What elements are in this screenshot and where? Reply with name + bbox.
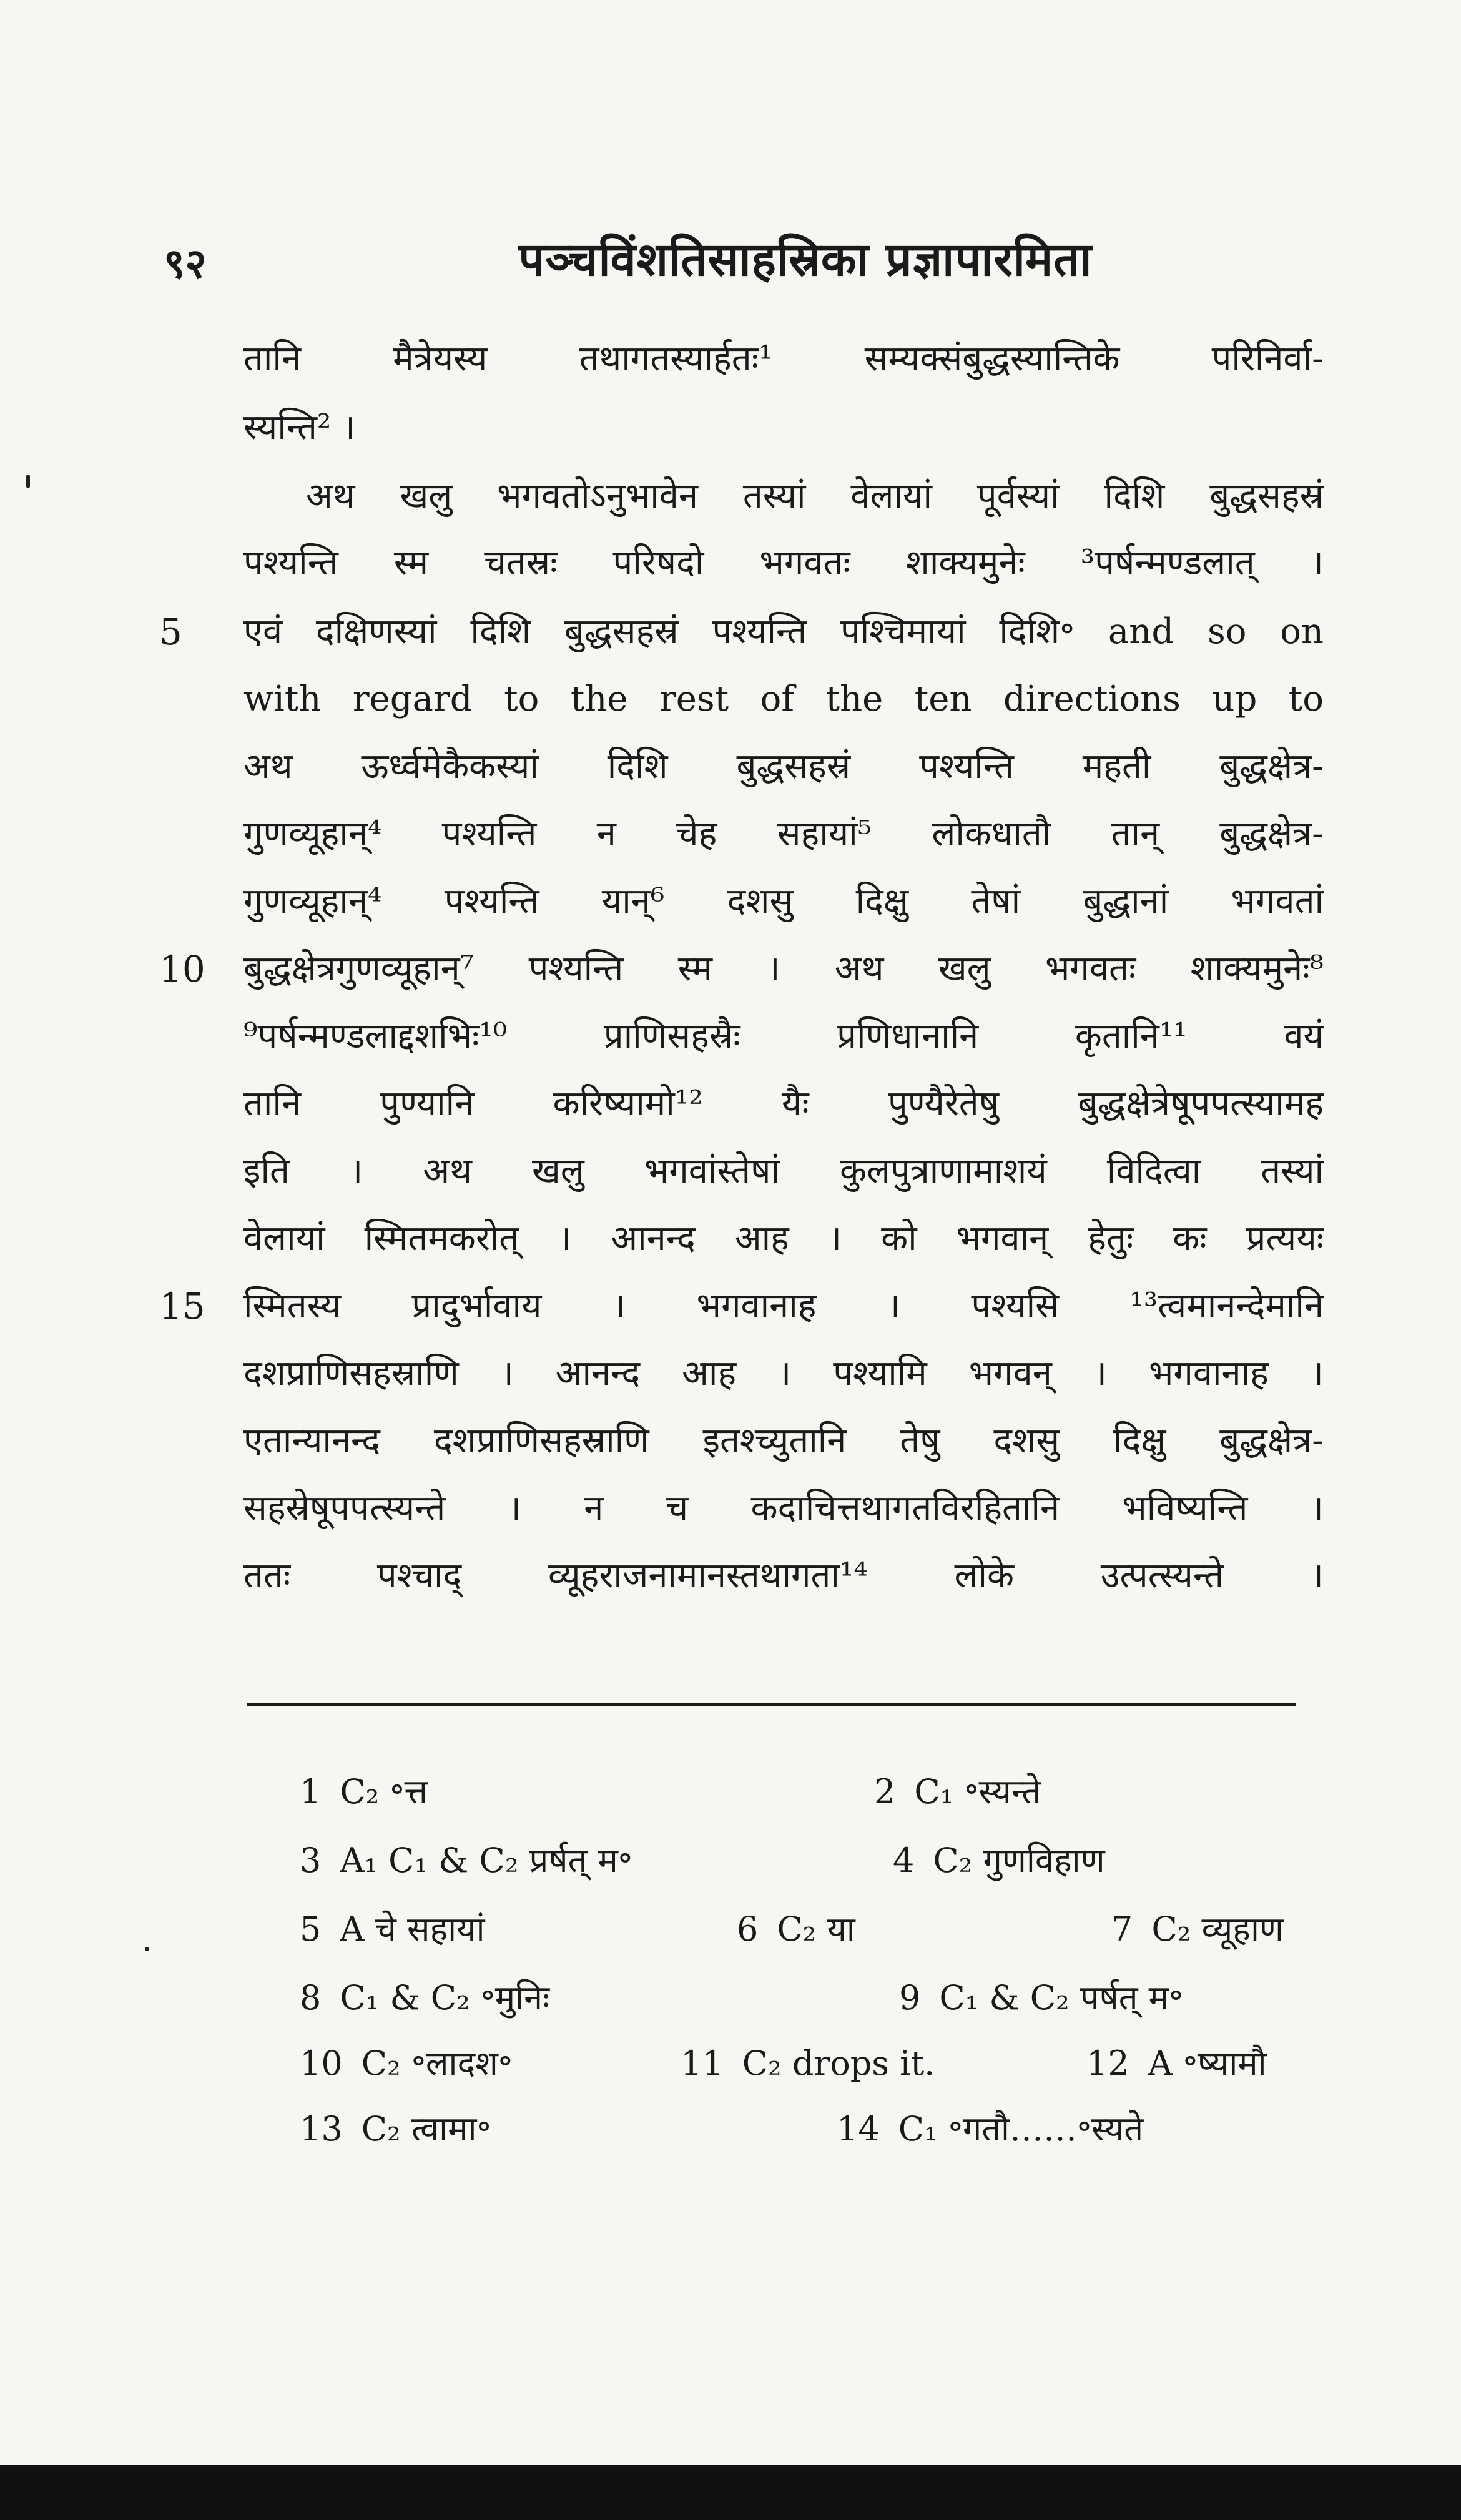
footnote-number: 4 — [893, 1841, 915, 1880]
footnote-number: 13 — [300, 2109, 343, 2148]
text-line: एवं दक्षिणस्यां दिशि बुद्धसहस्रं पश्यन्ति पश्चिमायां दिशि॰ and so on — [244, 611, 1324, 652]
text-line: पश्यन्ति स्म चतस्रः परिषदो भगवतः शाक्यमुनेः ³पर्षन्मण्डलात् । — [244, 543, 1324, 583]
text-line: ⁹पर्षन्मण्डलाद्दशभिः¹⁰ प्राणिसहस्रैः प्रणिधानानि कृतानि¹¹ वयं — [244, 1016, 1324, 1056]
scan-bottom-edge — [0, 2465, 1461, 2520]
line-number-5: 5 — [159, 611, 182, 653]
text-line: दशप्राणिसहस्राणि । आनन्द आह । पश्यामि भगवन् । भगवानाह । — [244, 1353, 1324, 1394]
scan-speck — [26, 475, 30, 488]
footnote-text: C₁ & C₂ पर्षत् म॰ — [939, 1978, 1183, 2017]
footnote-5 — [300, 1907, 485, 1951]
text-line: इति । अथ खलु भगवांस्तेषां कुलपुत्राणामाशयं विदित्वा तस्यां — [244, 1151, 1324, 1191]
footnote-8 — [300, 1976, 549, 2020]
text-line: वेलायां स्मितमकरोत् । आनन्द आह । को भगवान् हेतुः कः प्रत्ययः — [244, 1218, 1324, 1259]
running-title: पञ्चविंशतिसाहस्रिका प्रज्ञापारमिता — [518, 233, 1093, 287]
line-number-15: 15 — [159, 1285, 205, 1327]
footnote-text: C₂ व्यूहाण — [1151, 1909, 1284, 1949]
line-number-10: 10 — [159, 948, 205, 990]
footnote-number: 7 — [1111, 1909, 1133, 1949]
footnote-text: A₁ C₁ & C₂ प्रर्षत् म॰ — [340, 1841, 632, 1880]
footnote-13 — [300, 2107, 491, 2151]
text-line: ततः पश्चाद् व्यूहराजनामानस्तथागता¹⁴ लोके उत्पत्स्यन्ते । — [244, 1555, 1324, 1596]
footnote-number: 8 — [300, 1978, 322, 2017]
footnote-number: 9 — [899, 1978, 921, 2017]
text-line: सहस्रेषूपपत्स्यन्ते । न च कदाचित्तथागतविरहितानि भविष्यन्ति । — [244, 1488, 1324, 1528]
text-line: बुद्धक्षेत्रगुणव्यूहान्⁷ पश्यन्ति स्म । अथ खलु भगवतः शाक्यमुनेः⁸ — [244, 948, 1324, 989]
footnote-10 — [300, 2042, 513, 2085]
text-line: अथ ऊर्ध्वमेकैकस्यां दिशि बुद्धसहस्रं पश्यन्ति महती बुद्धक्षेत्र- — [244, 746, 1324, 787]
footnote-1 — [300, 1770, 428, 1814]
text-line: तानि मैत्रेयस्य तथागतस्यार्हतः¹ सम्यक्संबुद्धस्यान्तिके परिनिर्वा- — [244, 338, 1324, 379]
footnote-number: 6 — [737, 1909, 759, 1949]
footnote-text: C₂ गुणविहाण — [933, 1841, 1105, 1880]
footnote-text: C₂ ॰त्त — [340, 1772, 428, 1811]
footnote-3 — [300, 1839, 632, 1883]
footnote-text: C₂ drops it. — [742, 2044, 935, 2083]
text-line: एतान्यानन्द दशप्राणिसहस्राणि इतश्च्युतानि तेषु दशसु दिक्षु बुद्धक्षेत्र- — [244, 1420, 1324, 1461]
text-line: with regard to the rest of the ten directions up to — [244, 679, 1324, 719]
footnote-6 — [737, 1907, 855, 1951]
footnote-number: 1 — [300, 1772, 322, 1811]
footnote-number: 12 — [1086, 2044, 1129, 2083]
footnote-4 — [893, 1839, 1105, 1883]
text-line: गुणव्यूहान्⁴ पश्यन्ति न चेह सहायां⁵ लोकधातौ तान् बुद्धक्षेत्र- — [244, 814, 1324, 854]
text-line: अथ खलु भगवतोऽनुभावेन तस्यां वेलायां पूर्वस्यां दिशि बुद्धसहस्रं — [306, 476, 1324, 516]
footnote-rule — [247, 1703, 1296, 1706]
footnote-number: 5 — [300, 1909, 322, 1949]
footnote-number: 10 — [300, 2044, 343, 2083]
footnote-text: C₁ ॰गतौ……॰स्यते — [898, 2109, 1144, 2148]
text-line: स्यन्ति² । — [244, 407, 356, 448]
footnote-number: 11 — [681, 2044, 724, 2083]
footnote-11 — [681, 2042, 935, 2085]
footnote-number: 2 — [874, 1772, 896, 1811]
footnote-text: C₂ या — [777, 1909, 855, 1949]
footnote-14 — [837, 2107, 1143, 2151]
footnote-text: C₂ त्वामा॰ — [361, 2109, 491, 2148]
text-line: तानि पुण्यानि करिष्यामो¹² यैः पुण्यैरेतेषु बुद्धक्षेत्रेषूपपत्स्यामह — [244, 1083, 1324, 1124]
footnote-number: 14 — [837, 2109, 880, 2148]
footnote-number: 3 — [300, 1841, 322, 1880]
footnote-text: C₁ & C₂ ॰मुनिः — [340, 1978, 550, 2017]
footnote-text: A ॰ष्यामौ — [1148, 2044, 1267, 2083]
footnote-2 — [874, 1770, 1041, 1814]
footnote-12 — [1086, 2042, 1267, 2085]
footnote-text: A चे सहायां — [340, 1909, 485, 1949]
footnote-7 — [1111, 1907, 1284, 1951]
footnote-9 — [899, 1976, 1183, 2020]
footnote-text: C₂ ॰लादश॰ — [361, 2044, 513, 2083]
text-line: स्मितस्य प्रादुर्भावाय । भगवानाह । पश्यसि ¹³त्वमानन्देमानि — [244, 1286, 1324, 1326]
footnote-text: C₁ ॰स्यन्ते — [914, 1772, 1041, 1811]
page-number: ९२ — [164, 239, 207, 288]
scan-speck — [145, 1947, 149, 1951]
text-line: गुणव्यूहान्⁴ पश्यन्ति यान्⁶ दशसु दिक्षु तेषां बुद्धानां भगवतां — [244, 881, 1324, 922]
